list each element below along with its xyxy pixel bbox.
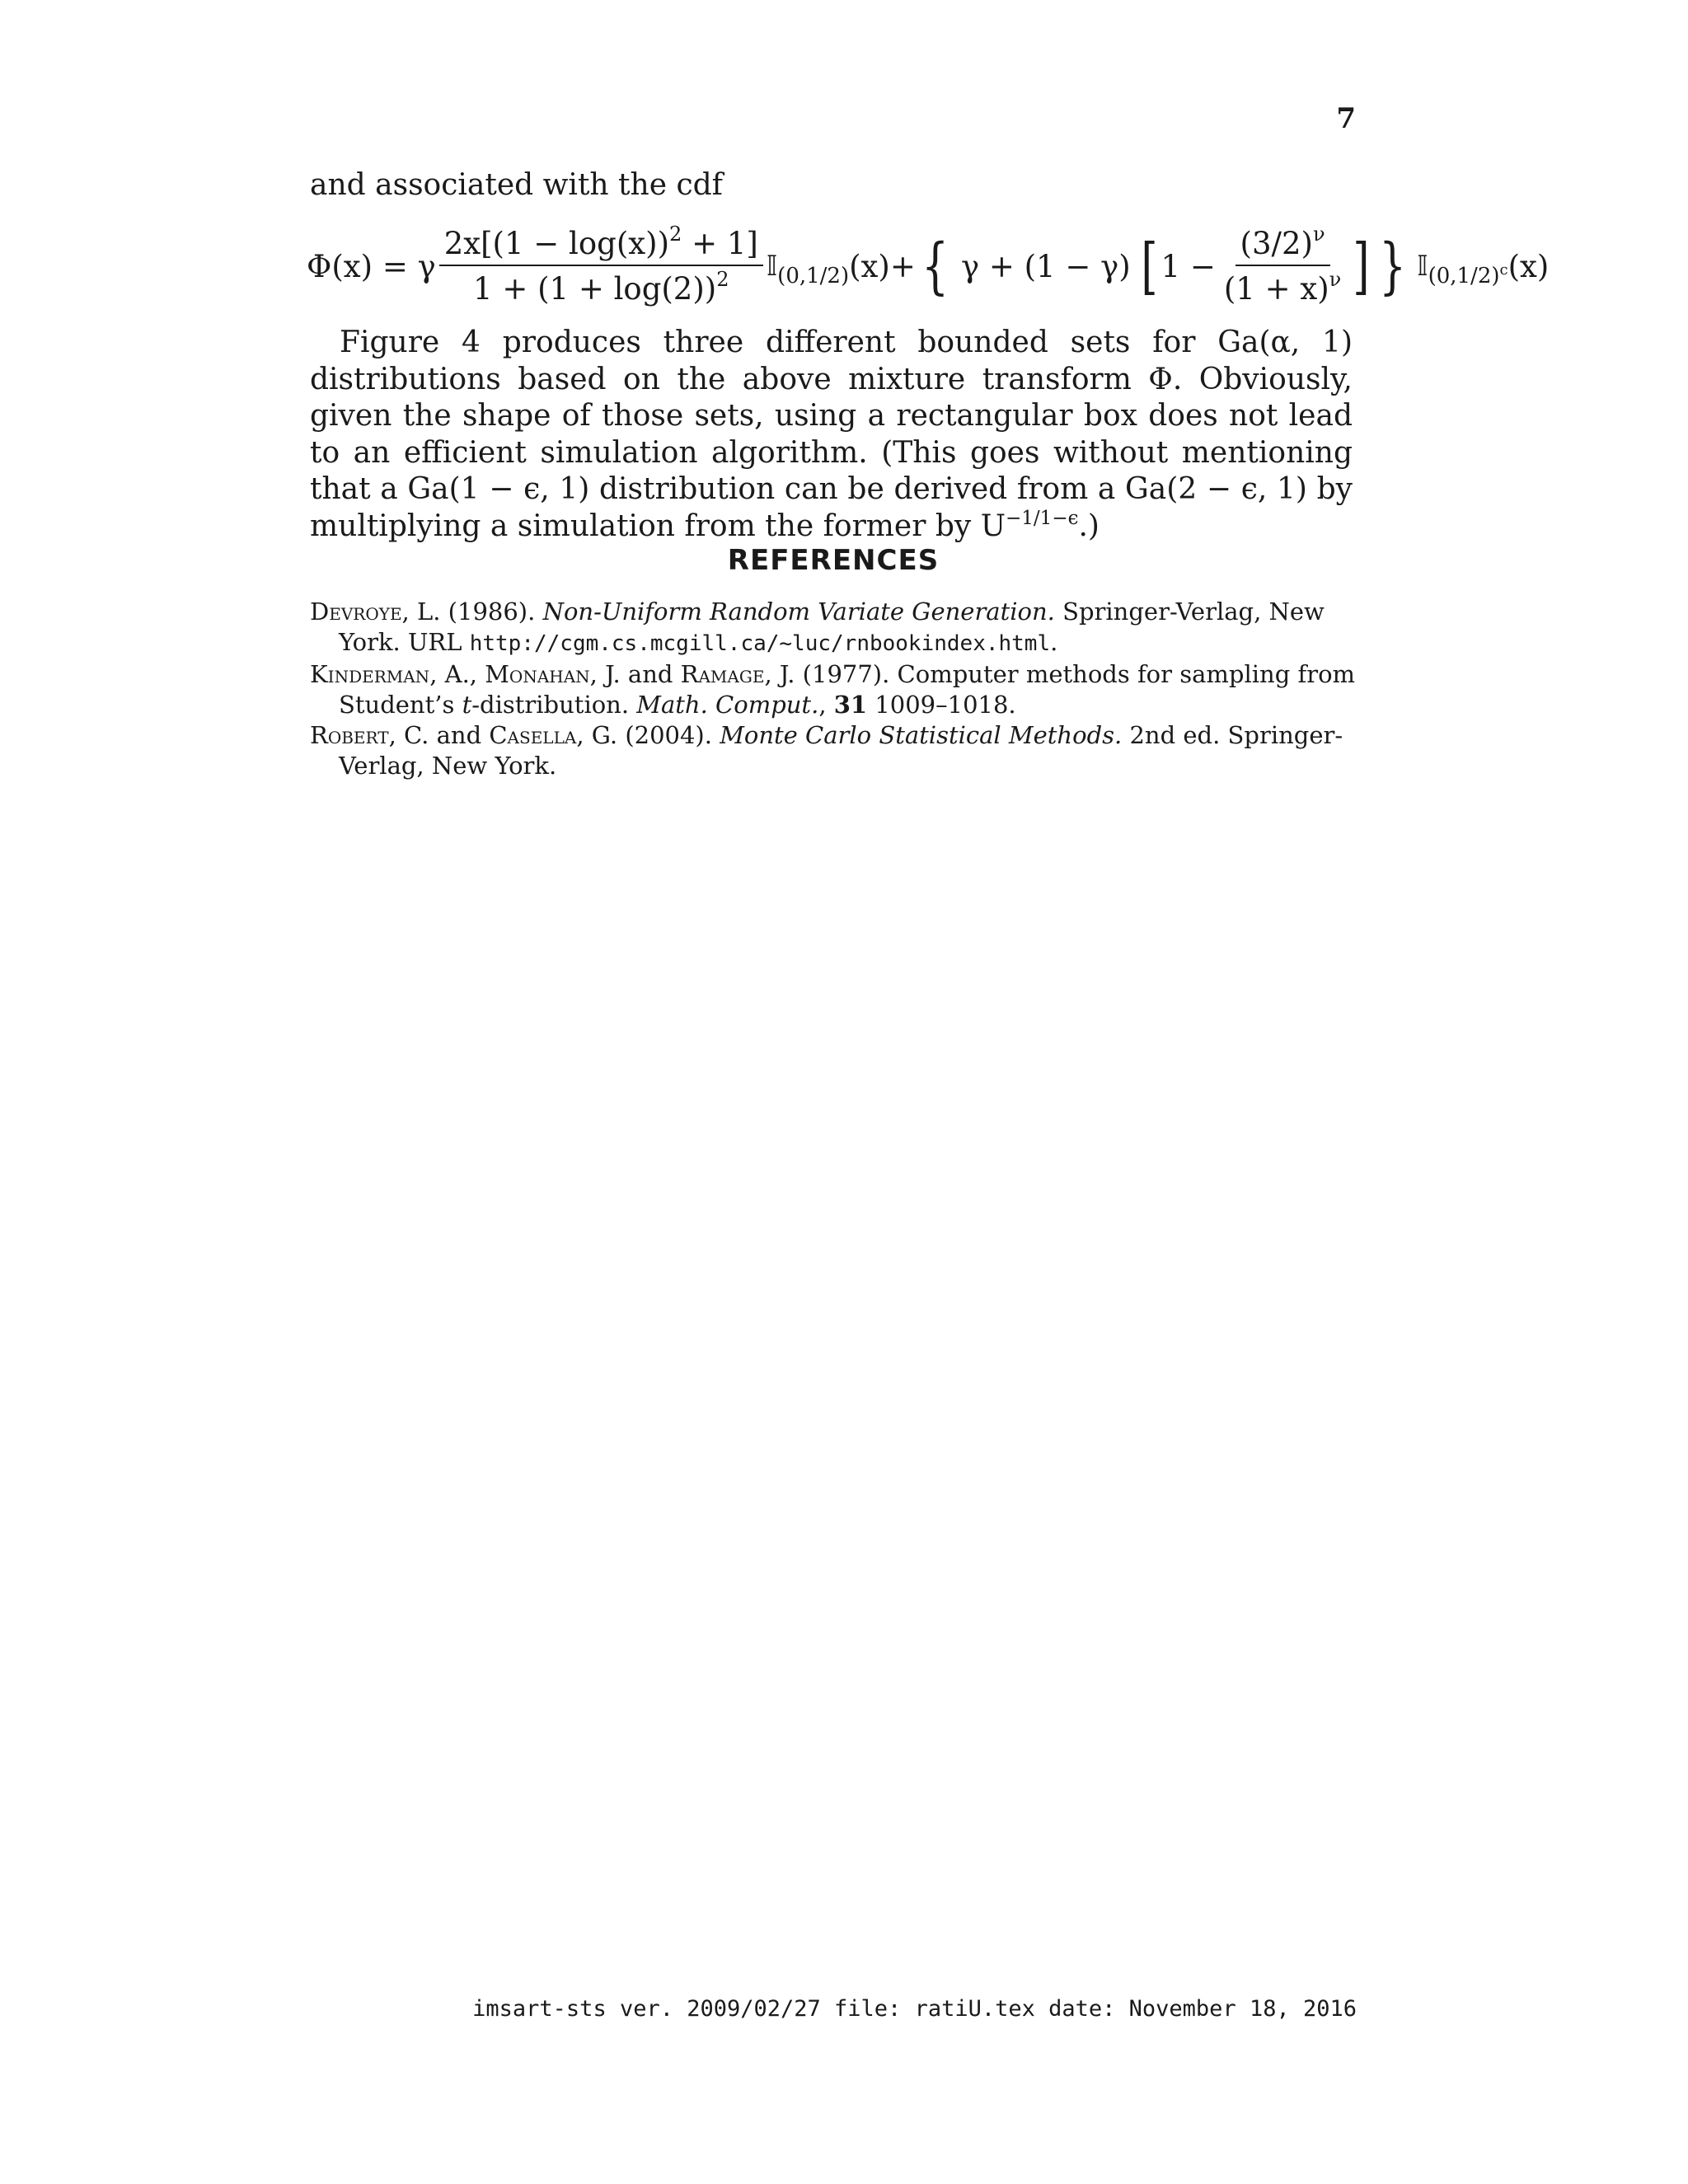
fraction-2-denominator: $(1 + x)^\nu$ — [1223, 268, 1342, 307]
formula-lhs: Φ(x) = γ — [307, 248, 436, 284]
fraction-1-numerator: $2x[(1 - \log(x))^2 + 1]$ — [439, 226, 763, 266]
right-brace: } — [1379, 231, 1407, 302]
indicator-2-subscript: $(0,1/2)^c$ — [1428, 261, 1508, 288]
fraction-2-numerator: $(3/2)^\nu$ — [1236, 226, 1330, 266]
left-brace: { — [921, 231, 949, 302]
cdf-formula — [307, 213, 1550, 320]
fraction-2 — [1219, 223, 1346, 307]
reference-kinderman: Kinderman, A., Monahan, J. and Ramage, J. (1977). Computer methods for sampling from Student’s t-distribution. Math. Comput., 31 1009–1018. — [310, 660, 1356, 719]
reference-url-link[interactable]: http://cgm.cs.mcgill.ca/~luc/rnbookindex.html — [469, 630, 1051, 656]
right-bracket: ] — [1353, 231, 1370, 302]
body-paragraph: Figure 4 produces three different bounded sets for Ga(α, 1) distributions based on the above mixture transform Φ. Obviously, given the shape of those sets, using a rectangular box does not lead to an efficient simulation algorithm. (This goes without mentioning that a Ga(1 − ϵ, 1) distribution can be derived from a Ga(2 − ϵ, 1) by multiplying a simulation from the former by $U^{-1/1-\epsilon}$.) — [310, 326, 1353, 543]
indicator-1-subscript: (0,1/2) — [777, 264, 850, 288]
formula-mid: (x)+ — [849, 248, 916, 284]
intro-text: and associated with the cdf — [310, 168, 723, 202]
indicator-1: 𝕀 — [766, 250, 778, 283]
fraction-1 — [439, 223, 763, 307]
page-number: 7 — [1336, 102, 1356, 135]
fraction-1-denominator: $1 + (1 + \log(2))^2$ — [473, 268, 729, 307]
footer-line: imsart-sts ver. 2009/02/27 file: ratiU.tex date: November 18, 2016 — [472, 1996, 1357, 2022]
formula-tail: (x) — [1507, 248, 1550, 284]
gamma-term: γ + (1 − γ) — [960, 248, 1131, 284]
references-heading: REFERENCES — [727, 544, 940, 577]
reference-robert: Robert, C. and Casella, G. (2004). Monte Carlo Statistical Methods. 2nd ed. Springer-Verlag, New York. — [310, 721, 1343, 780]
reference-devroye: Devroye, L. (1986). Non-Uniform Random Variate Generation. Springer-Verlag, New York. URL http://cgm.cs.mcgill.ca/~luc/rnbookindex.html. — [310, 598, 1325, 656]
references-list — [310, 597, 1357, 781]
u-exponent: −1/1−ϵ — [1006, 507, 1079, 529]
left-bracket: [ — [1140, 231, 1158, 302]
indicator-2: 𝕀 — [1417, 250, 1428, 283]
one-minus: 1 − — [1160, 248, 1216, 284]
